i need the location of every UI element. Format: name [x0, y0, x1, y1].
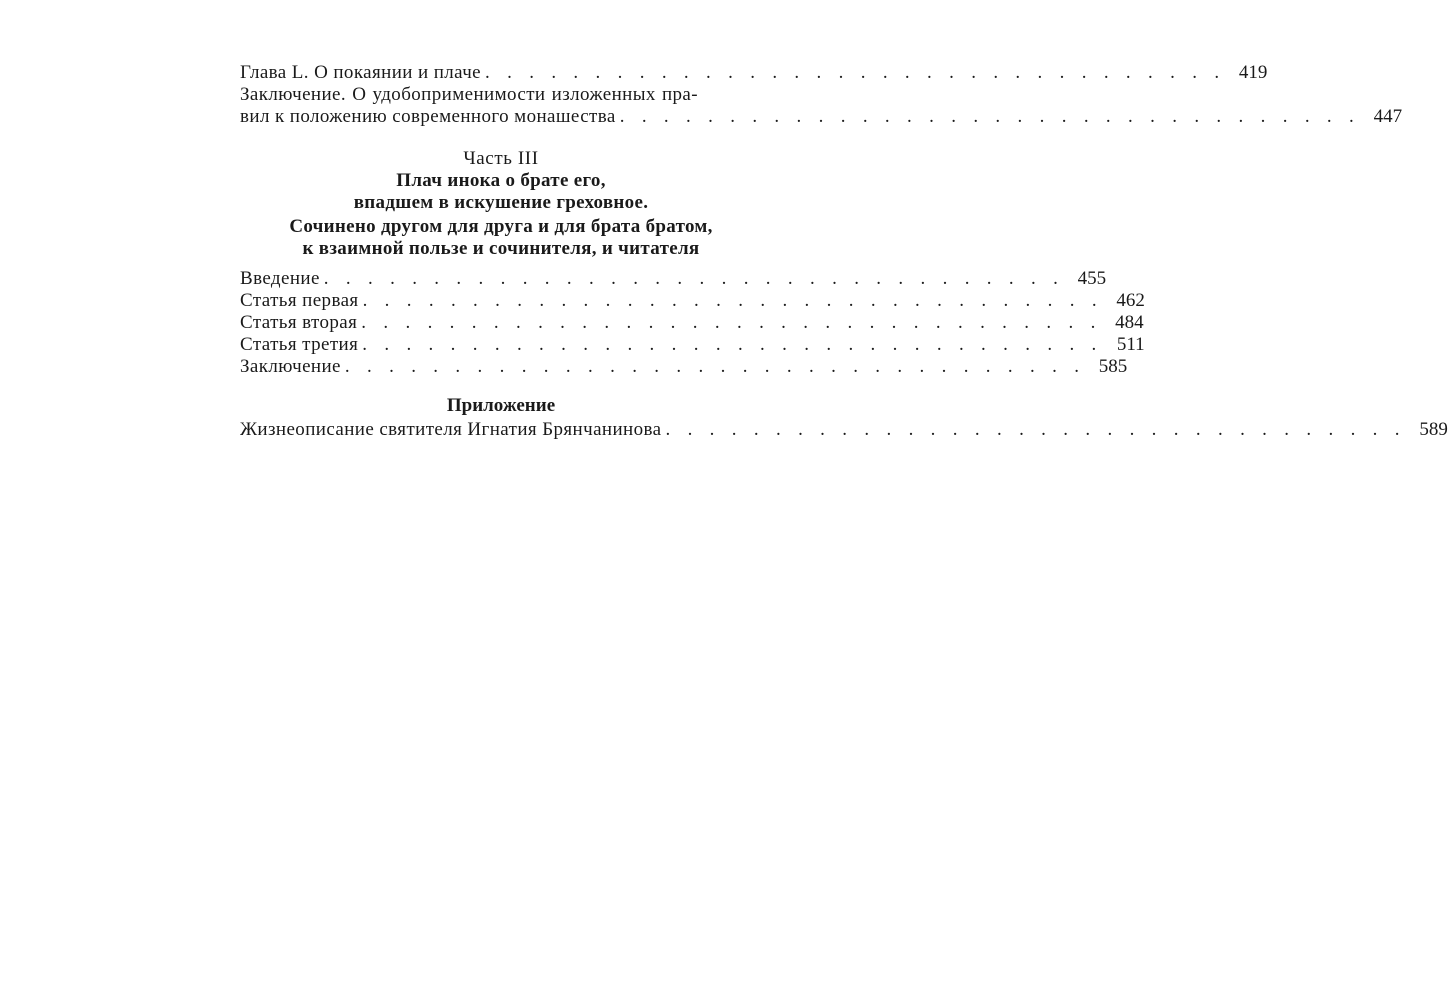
toc-leader-dots: . . . . . . . . . . . . . . . . . . . . . . . . . . . . . . . . . . [361, 312, 1102, 333]
toc-leader-dots: . . . . . . . . . . . . . . . . . . . . . . . . . . . . . . . . . . [619, 106, 1361, 127]
toc-entry-page: 447 [1373, 106, 1403, 127]
toc-leader-dots: . . . . . . . . . . . . . . . . . . . . . . . . . . . . . . . . . . [665, 419, 1406, 440]
toc-entry-title-line-1: Заключение. О удобоприменимости изложенных пра- [240, 84, 698, 105]
toc-entry-page: 585 [1098, 356, 1128, 377]
toc-leader-dots: . . . . . . . . . . . . . . . . . . . . . . . . . . . . . . . . . . [344, 356, 1086, 377]
toc-entry-title: Глава L. О покаянии и плаче [240, 62, 482, 83]
part-heading-line: впадшем в искушение греховное. [353, 192, 649, 213]
part-heading-line: Сочинено другом для друга и для брата братом, [289, 216, 713, 237]
toc-entry-page: 511 [1116, 334, 1145, 355]
toc-leader-dots: . . . . . . . . . . . . . . . . . . . . . . . . . . . . . . . . . . [362, 290, 1103, 311]
part-heading-block [240, 148, 762, 260]
toc-entry-page: 484 [1115, 312, 1144, 333]
part-heading-line: Плач инока о брате его, [396, 170, 606, 191]
toc-entry-title-line-2: вил к положению современного монашества [240, 106, 616, 127]
toc-entry [240, 268, 1107, 290]
toc-entry [240, 334, 1145, 356]
toc-leader-dots: . . . . . . . . . . . . . . . . . . . . . . . . . . . . . . . . . . [485, 62, 1226, 83]
toc-entry-conclusion [240, 84, 1403, 128]
part-heading-line: к взаимной пользе и сочинителя, и читателя [302, 238, 700, 259]
toc-entry-title: Введение [240, 268, 320, 289]
appendix-heading: Приложение [446, 395, 556, 416]
toc-entry-page: 462 [1116, 290, 1145, 311]
toc-leader-dots: . . . . . . . . . . . . . . . . . . . . . . . . . . . . . . . . . . [323, 268, 1065, 289]
toc-leader-dots: . . . . . . . . . . . . . . . . . . . . . . . . . . . . . . . . . . [362, 334, 1103, 355]
table-of-contents [240, 62, 1448, 441]
toc-entry-title: Статья третия [240, 334, 359, 355]
toc-entry-title: Заключение [240, 356, 341, 377]
toc-entry-conclusion-last-line [240, 106, 1403, 128]
toc-entry-page: 455 [1077, 268, 1107, 289]
toc-entry-page: 589 [1419, 419, 1448, 440]
toc-entry-title: Статья первая [240, 290, 359, 311]
part-label: Часть III [463, 148, 539, 169]
toc-entry [240, 356, 1128, 378]
toc-entry-chapter-l [240, 62, 1268, 84]
toc-entry [240, 419, 1448, 441]
toc-entry [240, 290, 1145, 312]
toc-entry-page: 419 [1238, 62, 1268, 83]
toc-entry [240, 312, 1144, 334]
toc-entry-title: Статья вторая [240, 312, 358, 333]
toc-entry-title: Жизнеописание святителя Игнатия Брянчанинова [240, 419, 662, 440]
